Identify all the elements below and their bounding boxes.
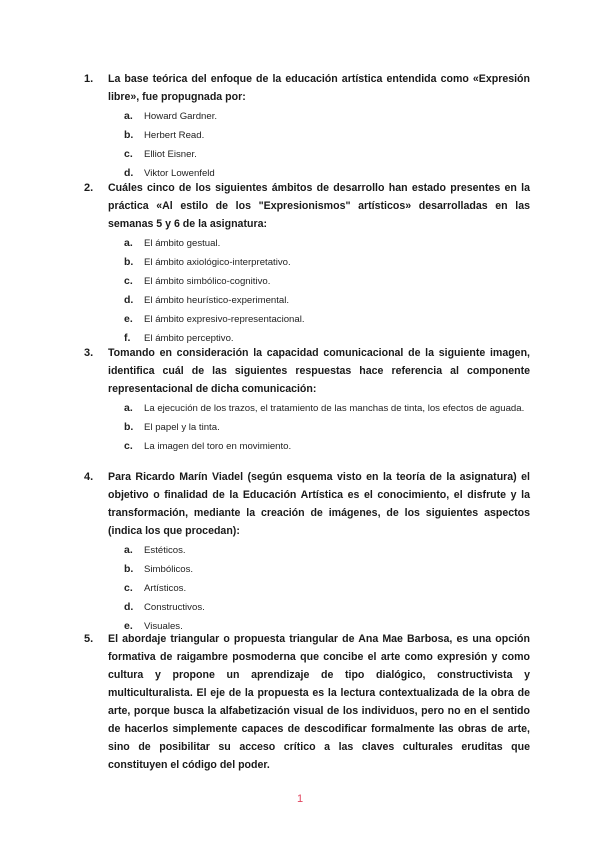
- option-text: El ámbito gestual.: [144, 238, 221, 249]
- question-2: [84, 179, 530, 348]
- question-number: 5.: [84, 633, 94, 645]
- option-list: [124, 107, 530, 183]
- option-item: [124, 253, 530, 272]
- question-number: 1.: [84, 73, 94, 85]
- option-letter: a.: [124, 402, 133, 414]
- option-item: [124, 126, 530, 145]
- question-number: 4.: [84, 471, 94, 483]
- option-text: Constructivos.: [144, 602, 205, 613]
- option-text: Artísticos.: [144, 583, 187, 594]
- option-item: [124, 234, 530, 253]
- option-text: El ámbito heurístico-experimental.: [144, 295, 290, 306]
- option-letter: a.: [124, 237, 133, 249]
- option-text: Elliot Eisner.: [144, 149, 197, 160]
- option-list: [124, 541, 530, 636]
- option-text: Estéticos.: [144, 545, 186, 556]
- option-item: [124, 145, 530, 164]
- option-letter: d.: [124, 167, 134, 179]
- option-text: El ámbito perceptivo.: [144, 333, 234, 344]
- page-number: 1: [297, 793, 304, 805]
- option-text: La ejecución de los trazos, el tratamiento de las manchas de tinta, los efectos de aguada.: [144, 403, 525, 414]
- option-letter: c.: [124, 275, 133, 287]
- question-text: Tomando en consideración la capacidad comunicacional de la siguiente imagen, identifica cuál de las siguientes respuestas hace referencia al componente representacional de dicha comunicación:: [108, 347, 530, 395]
- option-item: [124, 272, 530, 291]
- option-text: El ámbito axiológico-interpretativo.: [144, 257, 291, 268]
- option-text: Visuales.: [144, 621, 183, 632]
- option-text: Herbert Read.: [144, 130, 205, 141]
- option-list: [124, 399, 530, 456]
- option-text: Simbólicos.: [144, 564, 194, 575]
- question-3: [84, 344, 530, 456]
- question-text: Cuáles cinco de los siguientes ámbitos de desarrollo han estado presentes en la práctica «Al estilo de los "Expresionismos" artísticos» desarrolladas en las semanas 5 y 6 de la asignatura:: [108, 182, 530, 230]
- option-text: La imagen del toro en movimiento.: [144, 441, 292, 452]
- option-letter: d.: [124, 601, 134, 613]
- option-letter: b.: [124, 256, 134, 268]
- option-item: [124, 291, 530, 310]
- option-letter: c.: [124, 582, 133, 594]
- option-letter: b.: [124, 129, 134, 141]
- option-letter: b.: [124, 421, 134, 433]
- option-item: [124, 541, 530, 560]
- option-item: [124, 399, 530, 418]
- option-item: [124, 310, 530, 329]
- option-item: [124, 437, 530, 456]
- option-letter: e.: [124, 313, 133, 325]
- question-4: [84, 468, 530, 636]
- option-item: [124, 560, 530, 579]
- option-item: [124, 579, 530, 598]
- question-number: 2.: [84, 182, 94, 194]
- option-text: El papel y la tinta.: [144, 422, 220, 433]
- option-letter: b.: [124, 563, 134, 575]
- option-list: [124, 234, 530, 348]
- option-letter: d.: [124, 294, 134, 306]
- option-letter: c.: [124, 148, 133, 160]
- option-text: El ámbito expresivo-representacional.: [144, 314, 305, 325]
- question-1: [84, 70, 530, 183]
- question-5: [84, 630, 530, 774]
- option-letter: e.: [124, 620, 133, 632]
- question-number: 3.: [84, 347, 94, 359]
- option-item: [124, 107, 530, 126]
- question-text: El abordaje triangular o propuesta triangular de Ana Mae Barbosa, es una opción formativa de raigambre posmoderna que concibe el arte como expresión y como cultura y propone un aprendizaje de tipo dialógico, constructivista y multiculturalista. El eje de la propuesta es la lectura contextualizada de la obra de arte, porque busca la alfabetización visual de los individuos, pero no en el sentido de hacerlos simplemente capaces de descodificar formalmente las obras de arte, sino de posibilitar su acceso crítico a las claves culturales eruditas que constituyen el código del poder.: [108, 633, 530, 771]
- option-text: Viktor Lowenfeld: [144, 168, 215, 179]
- option-letter: f.: [124, 332, 131, 344]
- question-text: Para Ricardo Marín Viadel (según esquema visto en la teoría de la asignatura) el objetivo o finalidad de la Educación Artística es el conocimiento, el disfrute y la transformación, mediante la creación de imágenes, de los siguientes aspectos (indica los que procedan):: [108, 471, 530, 537]
- option-letter: a.: [124, 110, 133, 122]
- option-text: El ámbito simbólico-cognitivo.: [144, 276, 271, 287]
- option-letter: c.: [124, 440, 133, 452]
- option-item: [124, 418, 530, 437]
- option-letter: a.: [124, 544, 133, 556]
- question-text: La base teórica del enfoque de la educación artística entendida como «Expresión libre», fue propugnada por:: [108, 73, 530, 103]
- option-item: [124, 598, 530, 617]
- option-text: Howard Gardner.: [144, 111, 218, 122]
